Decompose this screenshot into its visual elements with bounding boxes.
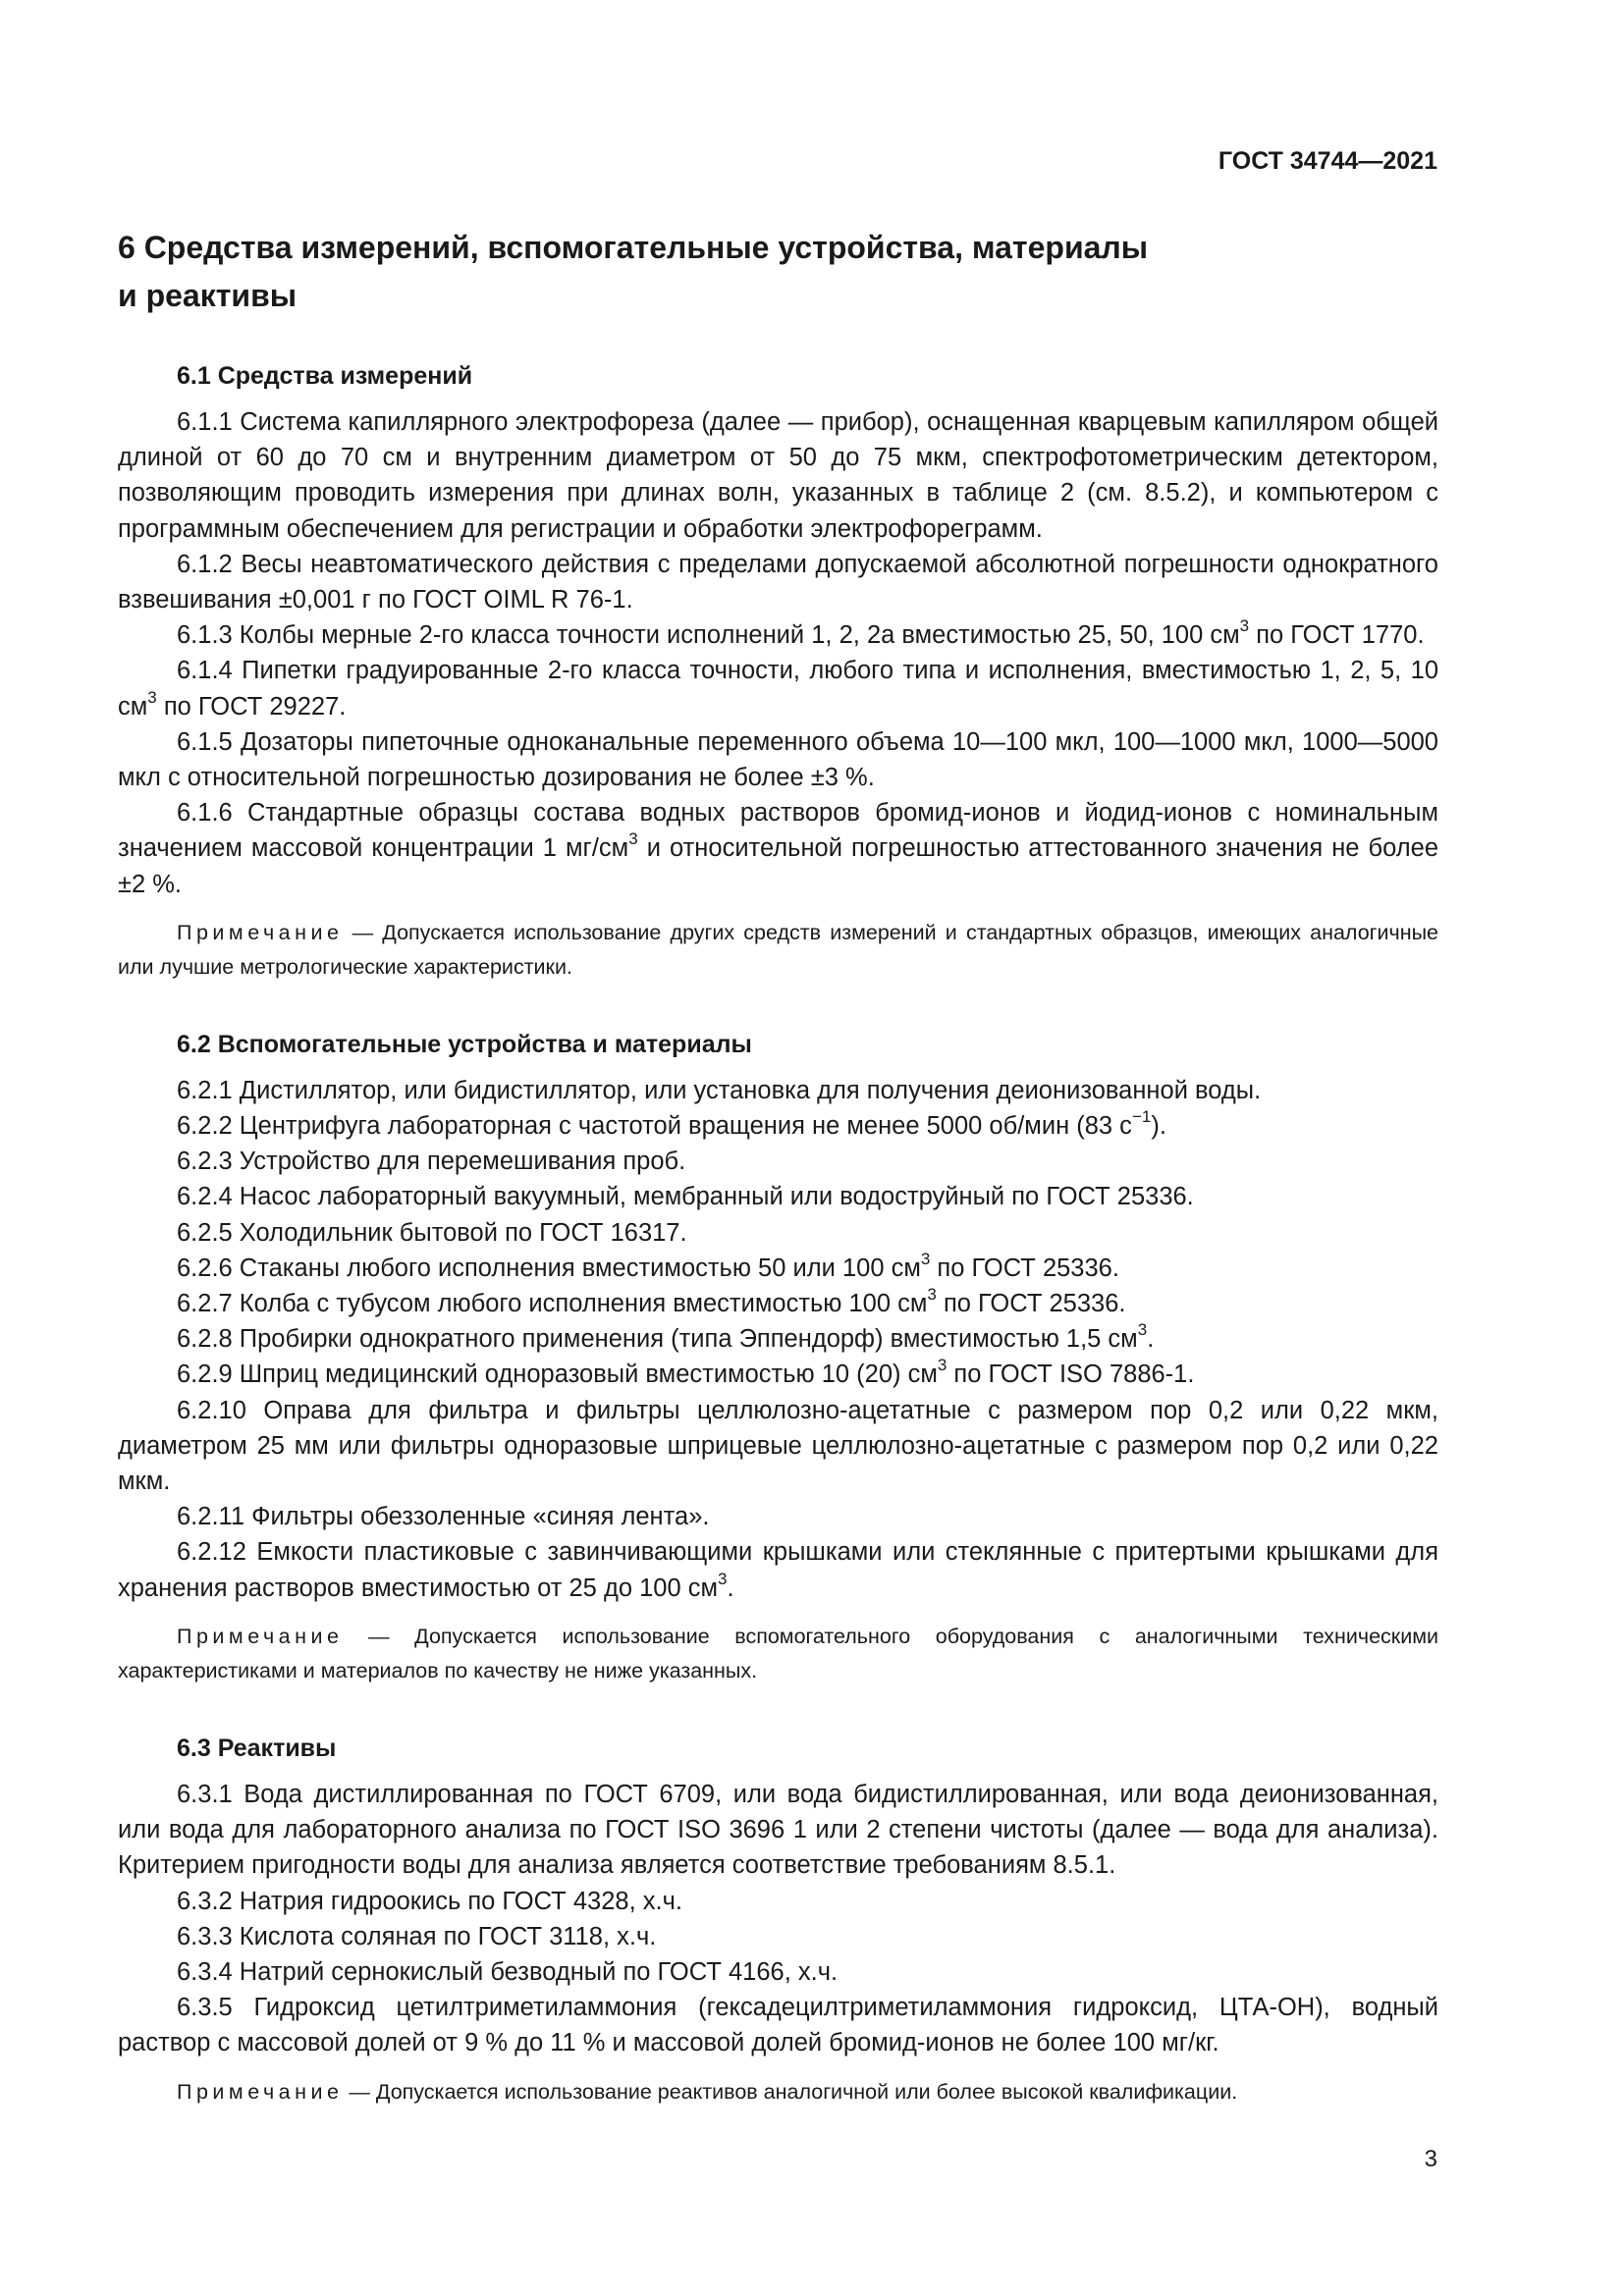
paragraph-6-2-12: 6.2.12 Емкости пластиковые с завинчивающими крышками или стеклянные с притертыми крышками для хранения растворов вместимостью от 25 до 100 $см^3$. (118, 1538, 1438, 1602)
section-title-line2: и реактивы (118, 278, 298, 313)
paragraph-6-2-5: 6.2.5 Холодильник бытовой по ГОСТ 16317. (177, 1218, 687, 1247)
paragraph-6-2-6: 6.2.6 Стаканы любого исполнения вместимостью 50 или 100 $см^3$ по ГОСТ 25336. (177, 1249, 1119, 1282)
paragraph-6-2-1: 6.2.1 Дистиллятор, или бидистиллятор, или установка для получения деионизованной воды. (177, 1076, 1262, 1104)
paragraph-6-2-2: 6.2.2 Центрифуга лабораторная с частотой вращения не менее 5000 об/мин (83 $с^{-1}$). (177, 1107, 1166, 1141)
paragraph-6-2-11: 6.2.11 Фильтры обеззоленные «синяя лента». (177, 1503, 710, 1531)
paragraph-6-2-7: 6.2.7 Колба с тубусом любого исполнения вместимостью 100 $см^3$ по ГОСТ 25336. (177, 1285, 1126, 1318)
note-label: Примечание (177, 2079, 344, 2104)
paragraph-6-1-2: 6.1.2 Весы неавтоматического действия с пределами допускаемой абсолютной погрешности однократного взвешивания ±0,001 г по ГОСТ OIML R 76-1. (118, 550, 1438, 614)
paragraph-6-1-1: 6.1.1 Система капиллярного электрофореза (далее — прибор), оснащенная кварцевым капилляром общей длиной от 60 до 70 см и внутренним диаметром от 50 до 75 мкм, спектрофотометрическим детектором, позволяющим проводить измерения при длинах волн, указанных в таблице 2 (см. 8.5.2), и компьютером с программным обеспечением для регистрации и обработки электрофореграмм. (118, 408, 1438, 543)
subsection-title-6-1: 6.1 Средства измерений (177, 362, 473, 390)
note-6-1: Примечание — Допускается использование других средств измерений и стандартных образцов, имеющих аналогичные или лучшие метрологические характеристики. (118, 920, 1438, 979)
paragraph-6-2-8: 6.2.8 Пробирки однократного применения (типа Эппендорф) вместимостью 1,5 $см^3$. (177, 1320, 1155, 1354)
note-label: Примечание (177, 1624, 344, 1648)
paragraph-6-1-4: 6.1.4 Пипетки градуированные 2-го класса точности, любого типа и исполнения, вместимостью 1, 2, 5, 10 $см^3$ по ГОСТ 29227. (118, 657, 1438, 721)
paragraph-6-3-2: 6.3.2 Натрия гидроокись по ГОСТ 4328, х.ч. (177, 1887, 682, 1915)
page-content (118, 224, 1438, 2153)
note-label: Примечание (177, 920, 344, 944)
paragraph-6-3-4: 6.3.4 Натрий сернокислый безводный по ГОСТ 4166, х.ч. (177, 1957, 839, 1986)
subsection-title-6-3: 6.3 Реактивы (177, 1734, 337, 1762)
paragraph-6-2-10: 6.2.10 Оправа для фильтра и фильтры целлюлозно-ацетатные с размером пор 0,2 или 0,22 мкм, диаметром 25 мм или фильтры одноразовые шприцевые целлюлозно-ацетатные с размером пор 0,2 или 0,22 мкм. (118, 1396, 1438, 1496)
paragraph-6-1-5: 6.1.5 Дозаторы пипеточные одноканальные переменного объема 10—100 мкл, 100—1000 мкл, 1000—5000 мкл с относительной погрешностью дозирования не более ±3 %. (118, 727, 1438, 792)
paragraph-6-2-9: 6.2.9 Шприц медицинский одноразовый вместимостью 10 (20) $см^3$ по ГОСТ ISO 7886-1. (177, 1356, 1195, 1389)
paragraph-6-2-4: 6.2.4 Насос лабораторный вакуумный, мембранный или водоструйный по ГОСТ 25336. (177, 1183, 1194, 1211)
document-id: ГОСТ 34744—2021 (1218, 147, 1437, 175)
section-title (118, 224, 1438, 320)
paragraph-6-1-6: 6.1.6 Стандартные образцы состава водных растворов бромид-ионов и йодид-ионов с номинальным значением массовой концентрации 1 $мг/см^3$ и относительной погрешностью аттестованного значения не более ±2 %. (118, 799, 1438, 898)
subsection-title-6-2: 6.2 Вспомогательные устройства и материалы (177, 1030, 752, 1058)
paragraph-6-3-3: 6.3.3 Кислота соляная по ГОСТ 3118, х.ч. (177, 1922, 657, 1950)
paragraph-6-3-5: 6.3.5 Гидроксид цетилтриметиламмония (гексадецилтриметиламмония гидроксид, ЦТА-ОН), водный раствор с массовой долей от 9 % до 11 % и массовой долей бромид-ионов не более 100 мг/кг. (118, 1994, 1438, 2057)
paragraph-6-3-1: 6.3.1 Вода дистиллированная по ГОСТ 6709, или вода бидистиллированная, или вода деионизованная, или вода для лабораторного анализа по ГОСТ ISO 3696 1 или 2 степени чистоты (далее — вода для анализа). Критерием пригодности воды для анализа является соответствие требованиям 8.5.1. (118, 1780, 1438, 1880)
page-number: 3 (1424, 2146, 1437, 2172)
note-6-3: Примечание — Допускается использование реактивов аналогичной или более высокой квалификации. (177, 2079, 1238, 2104)
paragraph-6-2-3: 6.2.3 Устройство для перемешивания проб. (177, 1148, 686, 1176)
paragraph-6-1-3: 6.1.3 Колбы мерные 2-го класса точности исполнений 1, 2, 2а вместимостью 25, 50, 100 $см^3$ по ГОСТ 1770. (177, 616, 1425, 650)
note-6-2: Примечание — Допускается использование вспомогательного оборудования с аналогичными техническими характеристиками и материалов по качеству не ниже указанных. (118, 1624, 1438, 1682)
section-title-line1: 6 Средства измерений, вспомогательные устройства, материалы (118, 230, 1149, 265)
